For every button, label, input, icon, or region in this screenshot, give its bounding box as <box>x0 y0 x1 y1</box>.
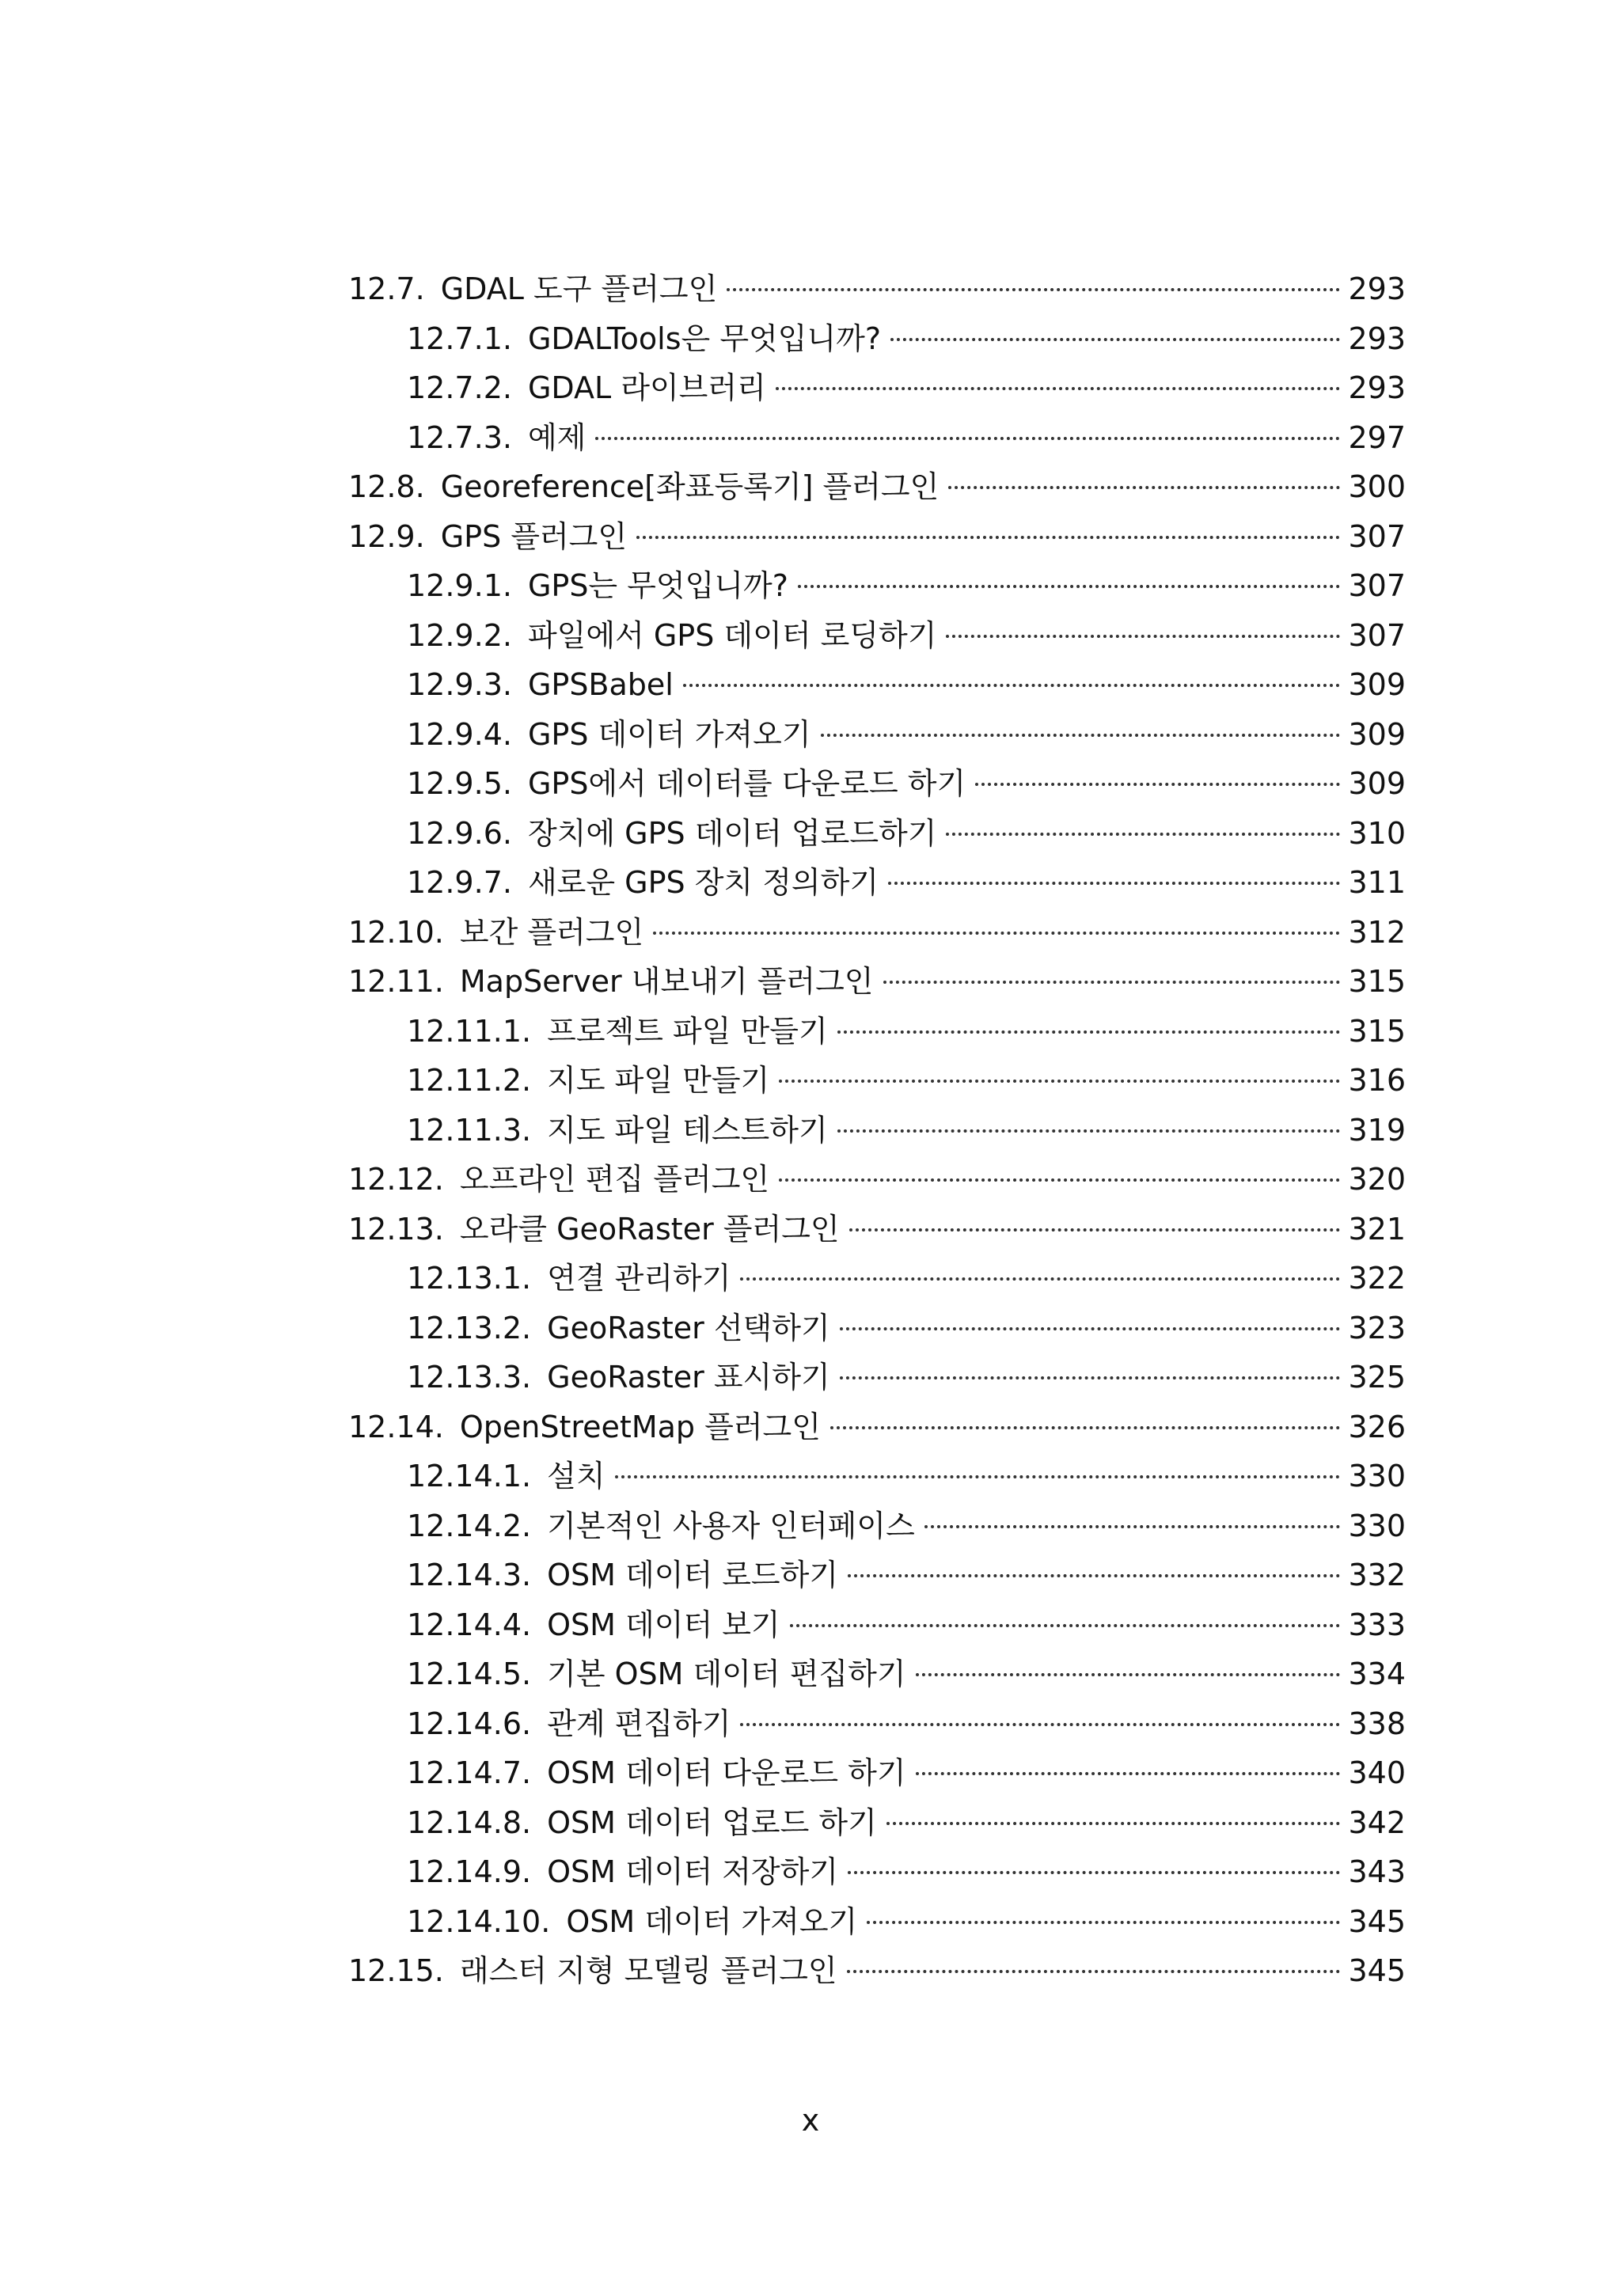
dot-leader <box>848 1871 1340 1874</box>
toc-entry-title: 예제 <box>527 419 587 455</box>
dot-leader <box>727 288 1340 291</box>
toc-entry-title: GDAL 도구 플러그인 <box>440 271 718 306</box>
toc-entry-number: 12.14.5. <box>407 1657 532 1691</box>
toc-entry-page: 330 <box>1348 1508 1406 1543</box>
dot-leader <box>847 1970 1341 1973</box>
toc-entry-page: 309 <box>1348 766 1406 801</box>
toc-entry-label <box>407 611 936 661</box>
toc-entry-number: 12.14.10. <box>407 1903 551 1939</box>
toc-entry-label <box>407 1254 731 1304</box>
toc-entry-title: OSM 데이터 저장하기 <box>547 1854 839 1889</box>
toc-entry-title: 프로젝트 파일 만들기 <box>547 1013 828 1049</box>
toc-entry-title: 기본 OSM 데이터 편집하기 <box>547 1657 906 1691</box>
dot-leader <box>946 635 1340 638</box>
toc-entry-label <box>348 1402 821 1452</box>
toc-entry[interactable] <box>348 314 1406 364</box>
toc-entry[interactable] <box>348 462 1406 512</box>
toc-entry-page: 319 <box>1348 1112 1406 1148</box>
dot-leader <box>790 1624 1341 1627</box>
toc-entry-label <box>407 1798 877 1848</box>
dot-leader <box>886 1822 1341 1825</box>
toc-entry-title: 지도 파일 테스트하기 <box>547 1112 828 1148</box>
toc-entry-page: 321 <box>1348 1211 1406 1247</box>
toc-entry-label <box>407 561 788 611</box>
toc-entry[interactable] <box>348 413 1406 463</box>
toc-entry-label <box>348 908 643 958</box>
toc-entry-label <box>407 1748 906 1798</box>
toc-entry-label <box>407 1304 830 1353</box>
toc-entry[interactable] <box>348 1501 1406 1551</box>
toc-entry-label <box>407 759 966 809</box>
toc-entry-title: Georeference[좌표등록기] 플러그인 <box>440 469 940 504</box>
toc-entry[interactable] <box>348 611 1406 661</box>
toc-entry-page: 293 <box>1348 321 1406 356</box>
toc-entry-label <box>348 512 627 562</box>
toc-entry[interactable] <box>348 759 1406 809</box>
dot-leader <box>888 882 1340 885</box>
toc-entry-label <box>407 1452 606 1501</box>
toc-entry-label <box>348 1155 769 1205</box>
toc-entry-title: 파일에서 GPS 데이터 로딩하기 <box>527 617 937 653</box>
toc-entry[interactable] <box>348 1205 1406 1254</box>
toc-entry-title: 지도 파일 만들기 <box>547 1063 770 1098</box>
toc-entry[interactable] <box>348 1649 1406 1699</box>
toc-entry-number: 12.9.5. <box>407 766 512 801</box>
toc-entry[interactable] <box>348 264 1406 314</box>
toc-entry-page: 307 <box>1348 617 1406 653</box>
toc-entry-page: 342 <box>1348 1805 1406 1840</box>
toc-entry-number: 12.14.6. <box>407 1706 532 1741</box>
toc-entry-number: 12.14.7. <box>407 1755 532 1790</box>
toc-entry-title: OSM 데이터 보기 <box>547 1607 780 1642</box>
toc-entry-number: 12.9.6. <box>407 815 512 851</box>
toc-entry[interactable] <box>348 1798 1406 1848</box>
toc-entry-page: 345 <box>1348 1903 1406 1939</box>
dot-leader <box>595 437 1340 440</box>
toc-entry-number: 12.11.2. <box>407 1063 532 1098</box>
toc-entry-title: GDALTools은 무엇입니까? <box>527 321 882 356</box>
toc-entry-label <box>348 957 874 1007</box>
toc-entry-number: 12.7.3. <box>407 419 512 455</box>
toc-entry[interactable] <box>348 1402 1406 1452</box>
toc-entry-number: 12.12. <box>348 1162 444 1197</box>
toc-entry-title: 관계 편집하기 <box>547 1706 731 1741</box>
toc-entry-label <box>407 1056 769 1106</box>
toc-entry-title: GPSBabel <box>527 667 674 702</box>
toc-entry-number: 12.9.7. <box>407 865 512 900</box>
toc-entry-label <box>407 1550 838 1600</box>
toc-entry[interactable] <box>348 1946 1406 1996</box>
toc-entry[interactable] <box>348 561 1406 611</box>
dot-leader <box>849 1228 1341 1231</box>
toc-entry-title: OSM 데이터 가져오기 <box>566 1903 858 1939</box>
toc-entry-number: 12.9. <box>348 518 425 554</box>
toc-entry-page: 340 <box>1348 1755 1406 1790</box>
toc-entry-page: 311 <box>1348 865 1406 900</box>
toc-entry-title: GPS는 무엇입니까? <box>527 568 788 603</box>
dot-leader <box>821 734 1341 737</box>
toc-entry[interactable] <box>348 1452 1406 1501</box>
toc-entry-page: 323 <box>1348 1310 1406 1345</box>
toc-entry-page: 326 <box>1348 1409 1406 1444</box>
toc-entry-title: 보간 플러그인 <box>459 914 644 950</box>
toc-entry-title: GPS에서 데이터를 다운로드 하기 <box>527 766 966 801</box>
table-of-contents <box>348 264 1406 1996</box>
toc-entry-number: 12.9.1. <box>407 568 512 603</box>
toc-entry-title: GPS 플러그인 <box>440 518 628 554</box>
toc-entry-label <box>348 1946 837 1996</box>
dot-leader <box>653 932 1340 935</box>
toc-entry-title: 오프라인 편집 플러그인 <box>459 1162 770 1197</box>
toc-entry[interactable] <box>348 1353 1406 1402</box>
toc-entry-page: 333 <box>1348 1607 1406 1642</box>
toc-entry-title: OSM 데이터 업로드 하기 <box>547 1805 877 1840</box>
toc-entry-page: 330 <box>1348 1459 1406 1493</box>
dot-leader <box>636 536 1340 539</box>
toc-entry-number: 12.10. <box>348 914 444 950</box>
dot-leader <box>740 1277 1340 1281</box>
toc-entry-number: 12.9.2. <box>407 617 512 653</box>
toc-entry-number: 12.9.4. <box>407 716 512 752</box>
toc-entry-page: 297 <box>1348 419 1406 455</box>
toc-entry[interactable] <box>348 1254 1406 1304</box>
toc-entry-page: 334 <box>1348 1657 1406 1691</box>
toc-entry-label <box>407 1106 828 1156</box>
toc-entry-number: 12.7.2. <box>407 370 512 405</box>
toc-entry[interactable] <box>348 858 1406 908</box>
toc-entry-page: 325 <box>1348 1360 1406 1395</box>
toc-entry[interactable] <box>348 1897 1406 1947</box>
toc-entry[interactable] <box>348 1304 1406 1353</box>
toc-entry-label <box>407 858 879 908</box>
toc-entry-title: OSM 데이터 다운로드 하기 <box>547 1755 906 1790</box>
toc-entry-title: 새로운 GPS 장치 정의하기 <box>527 865 879 900</box>
toc-entry-number: 12.7. <box>348 271 425 306</box>
toc-entry-number: 12.14. <box>348 1409 444 1444</box>
toc-entry[interactable] <box>348 1600 1406 1650</box>
toc-entry-title: 오라클 GeoRaster 플러그인 <box>459 1211 840 1247</box>
toc-entry-page: 315 <box>1348 964 1406 999</box>
toc-entry[interactable] <box>348 1056 1406 1106</box>
dot-leader <box>890 338 1340 341</box>
toc-entry[interactable] <box>348 809 1406 859</box>
toc-entry-title: GeoRaster 표시하기 <box>547 1360 830 1395</box>
toc-entry-number: 12.15. <box>348 1953 444 1988</box>
toc-entry-title: MapServer 내보내기 플러그인 <box>459 964 874 999</box>
toc-entry-number: 12.13.1. <box>407 1261 532 1296</box>
dot-leader <box>683 684 1341 687</box>
toc-entry-page: 322 <box>1348 1261 1406 1296</box>
toc-entry[interactable] <box>348 710 1406 760</box>
toc-entry-number: 12.14.9. <box>407 1854 532 1889</box>
toc-entry-page: 300 <box>1348 469 1406 504</box>
dot-leader <box>776 387 1341 390</box>
toc-entry-title: 장치에 GPS 데이터 업로드하기 <box>527 815 937 851</box>
toc-entry-number: 12.8. <box>348 469 425 504</box>
toc-entry-number: 12.14.4. <box>407 1607 532 1642</box>
dot-leader <box>837 1030 1341 1034</box>
toc-entry-label <box>407 1847 838 1897</box>
dot-leader <box>798 585 1341 588</box>
toc-entry-title: OpenStreetMap 플러그인 <box>459 1409 821 1444</box>
toc-entry-number: 12.11. <box>348 964 444 999</box>
toc-entry-number: 12.7.1. <box>407 321 512 356</box>
toc-entry-number: 12.14.1. <box>407 1459 532 1493</box>
dot-leader <box>830 1426 1341 1429</box>
toc-entry-page: 307 <box>1348 518 1406 554</box>
toc-entry-label <box>407 413 586 463</box>
toc-entry-label <box>407 314 881 364</box>
dot-leader <box>916 1772 1341 1775</box>
toc-entry[interactable] <box>348 1847 1406 1897</box>
toc-entry-number: 12.9.3. <box>407 667 512 702</box>
toc-entry-label <box>407 1600 780 1650</box>
toc-entry-title: 설치 <box>547 1459 606 1493</box>
toc-entry[interactable] <box>348 1155 1406 1205</box>
toc-entry-title: 연결 관리하기 <box>547 1261 731 1296</box>
toc-entry-page: 343 <box>1348 1854 1406 1889</box>
toc-entry[interactable] <box>348 1106 1406 1156</box>
dot-leader <box>840 1327 1341 1330</box>
dot-leader <box>916 1673 1341 1676</box>
toc-entry[interactable] <box>348 363 1406 413</box>
toc-entry-label <box>407 809 936 859</box>
toc-entry-page: 315 <box>1348 1013 1406 1049</box>
toc-entry-page: 345 <box>1348 1953 1406 1988</box>
toc-entry[interactable] <box>348 908 1406 958</box>
toc-entry-label <box>407 710 811 760</box>
toc-entry-label <box>407 1501 915 1551</box>
dot-leader <box>946 833 1340 836</box>
toc-entry-page: 309 <box>1348 716 1406 752</box>
toc-entry-number: 12.14.3. <box>407 1558 532 1592</box>
toc-entry-page: 332 <box>1348 1558 1406 1592</box>
toc-entry-number: 12.11.3. <box>407 1112 532 1148</box>
toc-entry-title: 기본적인 사용자 인터페이스 <box>547 1508 915 1543</box>
toc-entry-label <box>407 1699 731 1749</box>
toc-entry-label <box>348 462 939 512</box>
toc-entry-label <box>348 1205 840 1254</box>
page-number: x <box>801 2103 820 2138</box>
dot-leader <box>948 486 1340 489</box>
toc-entry-page: 316 <box>1348 1063 1406 1098</box>
toc-entry-title: GPS 데이터 가져오기 <box>527 716 811 752</box>
dot-leader <box>924 1525 1341 1528</box>
toc-entry-number: 12.14.2. <box>407 1508 532 1543</box>
toc-entry-number: 12.13.3. <box>407 1360 532 1395</box>
toc-entry-page: 312 <box>1348 914 1406 950</box>
toc-entry[interactable] <box>348 1550 1406 1600</box>
toc-entry[interactable] <box>348 512 1406 562</box>
toc-entry[interactable] <box>348 957 1406 1007</box>
toc-entry-label <box>348 264 717 314</box>
dot-leader <box>779 1178 1340 1182</box>
toc-entry-label <box>407 660 674 710</box>
toc-entry-title: GeoRaster 선택하기 <box>547 1310 830 1345</box>
toc-entry-number: 12.14.8. <box>407 1805 532 1840</box>
toc-entry-label <box>407 1649 906 1699</box>
toc-entry-label <box>407 1007 828 1057</box>
toc-entry-page: 293 <box>1348 271 1406 306</box>
toc-entry-label <box>407 1353 830 1402</box>
toc-entry-title: GDAL 라이브러리 <box>527 370 766 405</box>
dot-leader <box>837 1129 1341 1133</box>
toc-entry-number: 12.13. <box>348 1211 444 1247</box>
dot-leader <box>615 1475 1341 1478</box>
dot-leader <box>848 1574 1340 1577</box>
toc-entry[interactable] <box>348 660 1406 710</box>
toc-entry-page: 320 <box>1348 1162 1406 1197</box>
toc-entry-page: 338 <box>1348 1706 1406 1741</box>
toc-entry[interactable] <box>348 1699 1406 1749</box>
toc-entry-number: 12.13.2. <box>407 1310 532 1345</box>
dot-leader <box>840 1376 1341 1379</box>
dot-leader <box>883 981 1341 984</box>
toc-entry-page: 293 <box>1348 370 1406 405</box>
toc-entry[interactable] <box>348 1748 1406 1798</box>
toc-entry-title: OSM 데이터 로드하기 <box>547 1558 839 1592</box>
toc-entry-page: 310 <box>1348 815 1406 851</box>
dot-leader <box>779 1080 1340 1083</box>
dot-leader <box>975 783 1340 786</box>
toc-entry-number: 12.11.1. <box>407 1013 532 1049</box>
toc-entry-page: 309 <box>1348 667 1406 702</box>
dot-leader <box>740 1723 1340 1726</box>
toc-entry-title: 래스터 지형 모델링 플러그인 <box>459 1953 837 1988</box>
toc-entry-label <box>407 363 766 413</box>
toc-entry-label <box>407 1897 857 1947</box>
dot-leader <box>867 1921 1340 1924</box>
toc-entry[interactable] <box>348 1007 1406 1057</box>
toc-entry-page: 307 <box>1348 568 1406 603</box>
